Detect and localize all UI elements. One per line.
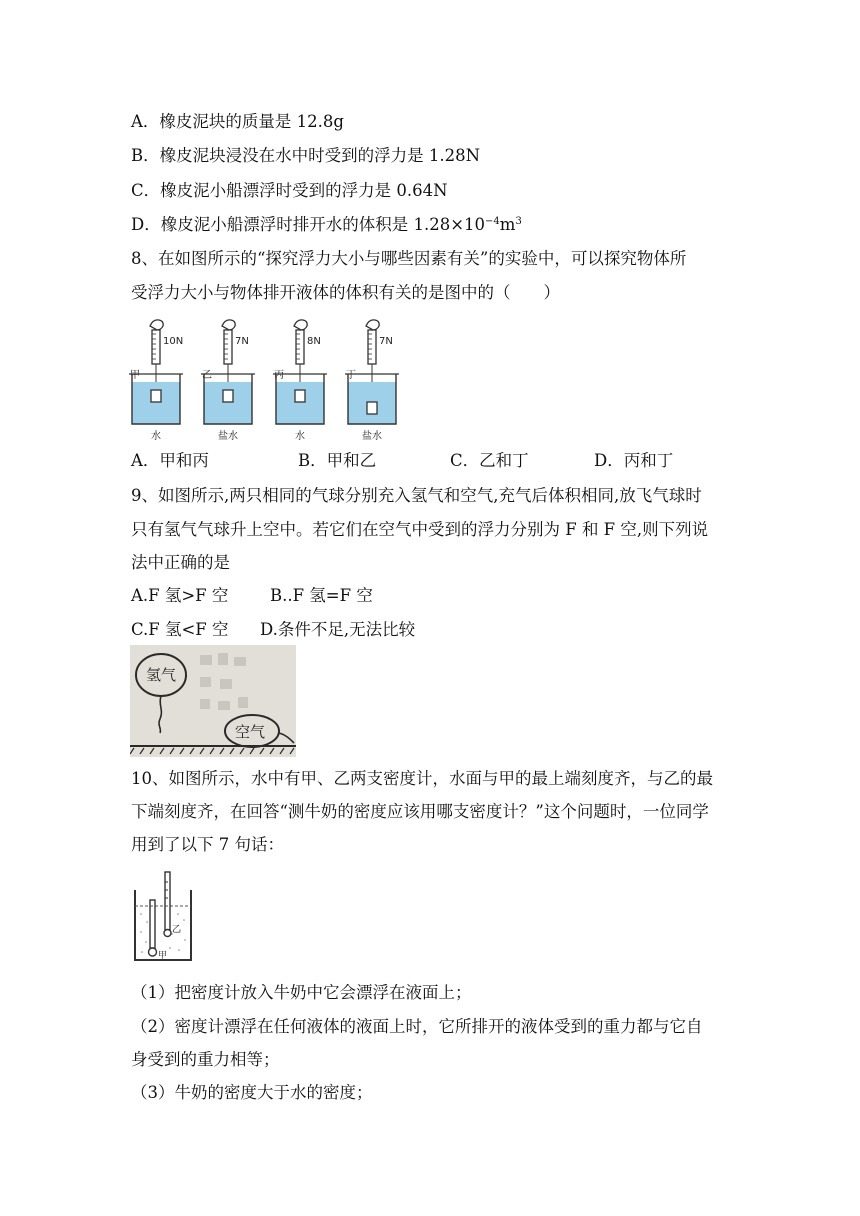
q9-figure-balloons (130, 645, 296, 757)
q8-setup-label: 丙 (274, 370, 284, 381)
q7-option-b: B．橡皮泥块浸没在水中时受到的浮力是 1.28N (131, 146, 481, 165)
q9-stem-line2: 只有氢气气球升上空中。若它们在空气中受到的浮力分别为 F 和 F 空,则下列说 (131, 520, 709, 539)
hand-icon (366, 320, 379, 330)
q10-statement-2: （2）密度计漂浮在任何液体的液面上时，它所排开的液体受到的重力都与它自 (131, 1017, 703, 1036)
q10-statement-2-cont: 身受到的重力相等； (131, 1050, 280, 1069)
air-balloon-label: 空气 (234, 723, 266, 741)
q8-setup-label: 乙 (202, 370, 212, 381)
q8-setup-label: 丁 (346, 370, 356, 381)
hand-icon (294, 320, 307, 330)
q8-setup-2 (201, 320, 255, 442)
q8-object-block (151, 390, 161, 402)
q8-scale-reading: 8N (307, 336, 321, 347)
hand-icon (222, 320, 235, 330)
q7-option-c: C．橡皮泥小船漂浮时受到的浮力是 0.64N (131, 181, 448, 200)
q10-stem-line3: 用到了以下 7 句话： (131, 835, 284, 854)
hydrometer-jia-label: 甲 (158, 951, 168, 961)
q8-scale-reading: 7N (235, 336, 249, 347)
q8-object-block (223, 390, 233, 402)
q8-setup-label: 甲 (130, 370, 140, 381)
q10-figure-hydrometers (132, 870, 194, 962)
hydrometer-yi-label: 乙 (172, 925, 182, 935)
hand-icon (150, 320, 163, 330)
hydrometer-yi (164, 872, 181, 937)
q9-option-c: C.F 氢<F 空 (131, 620, 229, 639)
q8-setup-4 (345, 320, 399, 442)
q8-scale-reading: 10N (163, 336, 184, 347)
q9-stem-line3: 法中正确的是 (131, 553, 230, 572)
q7-option-d-unit-exp: 3 (515, 216, 522, 227)
q8-setup-1 (129, 320, 183, 442)
q8-option-d: D．丙和丁 (594, 451, 674, 470)
q7-option-a: A．橡皮泥块的质量是 12.8g (131, 112, 344, 131)
q10-statement-3: （3）牛奶的密度大于水的密度； (131, 1083, 373, 1102)
q8-stem-line2: 受浮力大小与物体排开液体的体积有关的是图中的（ ） (131, 283, 560, 302)
q7-option-d-exp: −4 (485, 216, 500, 227)
q8-option-b: B．甲和乙 (298, 451, 377, 470)
q10-stem-line2: 下端刻度齐，在回答“测牛奶的密度应该用哪支密度计？”这个问题时，一位同学 (131, 802, 709, 821)
q7-option-d (131, 214, 522, 236)
q8-setup-3 (273, 320, 327, 442)
q8-scale-reading: 7N (379, 336, 393, 347)
hydrogen-balloon-label: 氢气 (145, 666, 177, 684)
q8-liquid-label: 水 (151, 431, 161, 442)
q9-option-a: A.F 氢>F 空 (131, 586, 229, 605)
q8-liquid-label: 盐水 (218, 431, 238, 442)
q9-option-b: B..F 氢=F 空 (270, 586, 373, 605)
q8-object-block (367, 402, 377, 414)
q7-option-d-unit: m (499, 215, 516, 234)
q8-liquid-label: 盐水 (362, 431, 382, 442)
q8-figure-spring-scales (128, 318, 400, 442)
q8-object-block (295, 390, 305, 402)
q8-option-a: A．甲和丙 (131, 451, 209, 470)
q10-statement-1: （1）把密度计放入牛奶中它会漂浮在液面上； (131, 983, 472, 1002)
q8-option-c: C．乙和丁 (450, 451, 529, 470)
q7-option-d-text: D．橡皮泥小船漂浮时排开水的体积是 1.28×10 (131, 215, 486, 234)
q8-liquid-label: 水 (295, 431, 305, 442)
q10-stem-line1: 10、如图所示，水中有甲、乙两支密度计，水面与甲的最上端刻度齐，与乙的最 (131, 769, 713, 788)
q9-stem-line1: 9、如图所示,两只相同的气球分别充入氢气和空气,充气后体积相同,放飞气球时 (131, 486, 702, 505)
q8-stem-line1: 8、在如图所示的“探究浮力大小与哪些因素有关”的实验中，可以探究物体所 (131, 249, 687, 268)
q9-option-d: D.条件不足,无法比较 (260, 620, 416, 639)
